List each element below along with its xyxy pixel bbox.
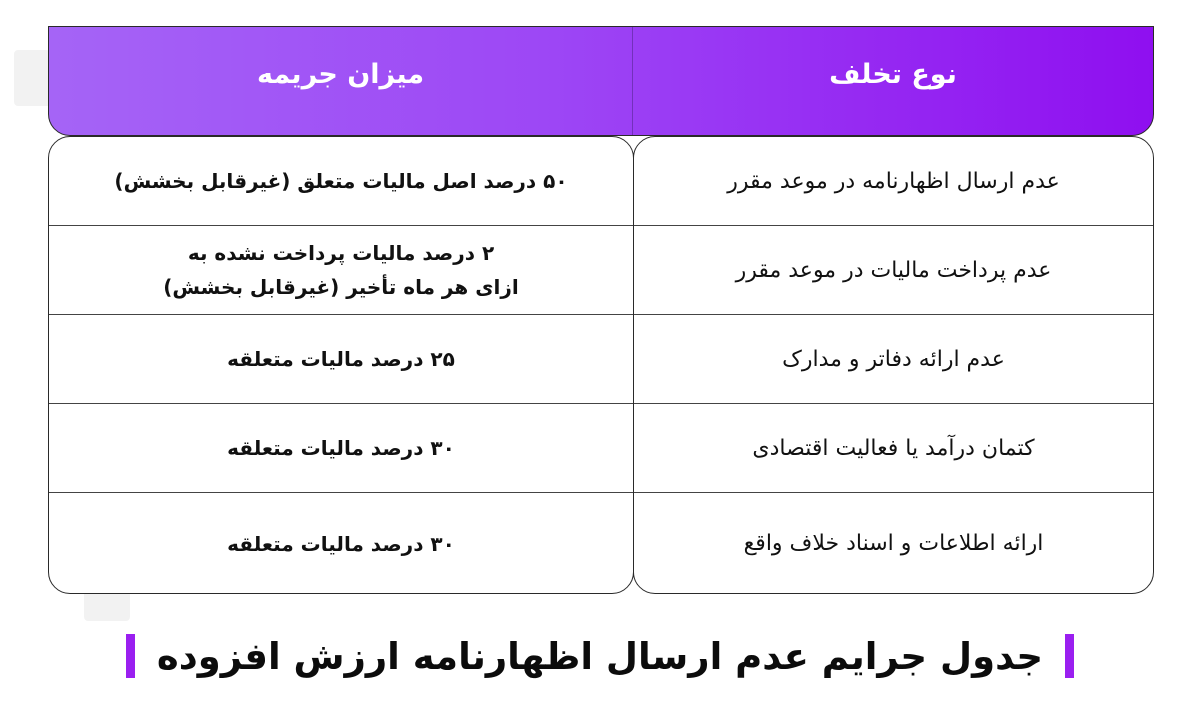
violation-column (633, 136, 1154, 594)
penalty-line: ۲ درصد مالیات پرداخت نشده به (187, 241, 495, 265)
table-row-penalty (49, 226, 633, 315)
table-row-violation: ارائه اطلاعات و اسناد خلاف واقع (743, 531, 1044, 556)
accent-bar (126, 634, 135, 678)
accent-bar (1065, 634, 1074, 678)
table-row-penalty: ۳۰ درصد مالیات متعلقه (49, 404, 633, 493)
header-violation-type: نوع تخلف (829, 58, 957, 90)
penalty-line: ازای هر ماه تأخیر (غیرقابل بخشش) (163, 275, 519, 299)
table-row-penalty: ۵۰ درصد اصل مالیات متعلق (غیرقابل بخشش) (49, 137, 633, 226)
header-penalty-amount: میزان جریمه (49, 27, 633, 135)
table-row-penalty: ۲۵ درصد مالیات متعلقه (49, 315, 633, 404)
table-row-violation: عدم ارسال اظهارنامه در موعد مقرر (634, 137, 1153, 226)
table-caption (0, 626, 1200, 686)
table-row-violation: کتمان درآمد یا فعالیت اقتصادی (634, 404, 1153, 493)
table-row-violation: عدم پرداخت مالیات در موعد مقرر (634, 226, 1153, 315)
penalty-column (48, 136, 634, 594)
table-header (48, 26, 1154, 136)
table-row-penalty: ۳۰ درصد مالیات متعلقه (227, 531, 455, 556)
table-row-violation: عدم ارائه دفاتر و مدارک (634, 315, 1153, 404)
caption-text: جدول جرایم عدم ارسال اظهارنامه ارزش افزوده (156, 634, 1044, 678)
